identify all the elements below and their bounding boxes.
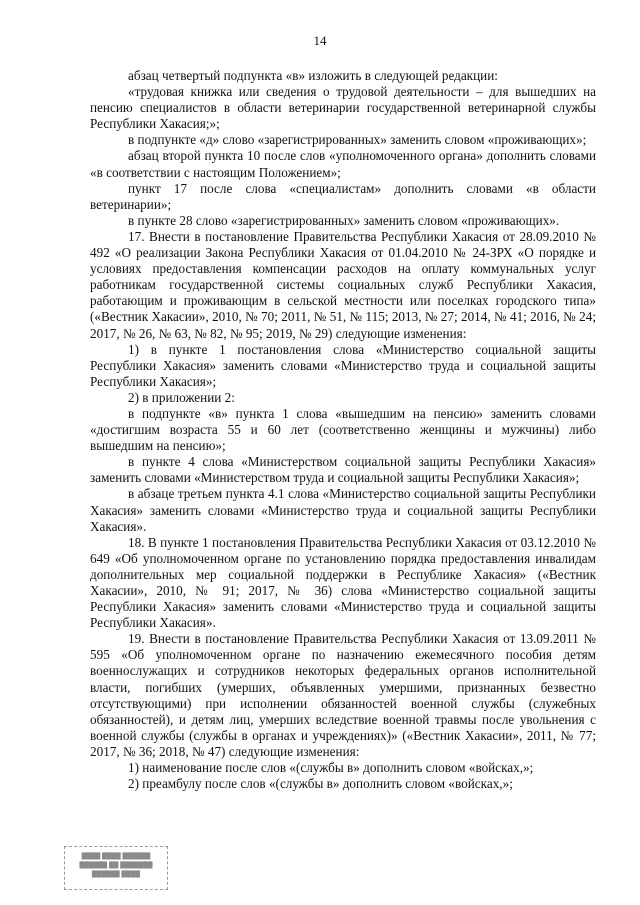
paragraph-3: в подпункте «д» слово «зарегистрированных» заменить словом «проживающих»; (128, 132, 587, 148)
registration-stamp (64, 846, 168, 890)
paragraph-17-sub-1: 1) в пункте 1 постановления слова «Министерство социальной защиты Республики Хакасия» заменить словами «Министерство труда и социальной защиты Республики Хакасия»; (90, 341, 596, 389)
page-number: 14 (313, 33, 327, 48)
document-body (90, 68, 596, 792)
paragraph-5: пункт 17 после слова «специалистам» дополнить словами «в области ветеринарии»; (90, 180, 596, 212)
paragraph-6: в пункте 28 слово «зарегистрированных» заменить словом «проживающих». (128, 212, 560, 228)
paragraph-17-sub-2c: в абзаце третьем пункта 4.1 слова «Министерство социальной защиты Республики Хакасия» заменить словами «Министерство труда и социальной защиты Республики Хакасия». (90, 486, 596, 534)
paragraph-19-sub-2: 2) преамбулу после слов «(службы в» дополнить словом «войсках,»; (128, 776, 513, 792)
paragraph-2: «трудовая книжка или сведения о трудовой деятельности – для вышедших на пенсию специалистов в области ветеринарии государственной ветеринарной службы Республики Хакасия;»; (90, 84, 596, 132)
paragraph-19-sub-1: 1) наименование после слов «(службы в» дополнить словом «войсках,»; (128, 760, 534, 776)
paragraph-1: абзац четвертый подпункта «в» изложить в следующей редакции: (128, 68, 498, 83)
paragraph-item-19: 19. Внести в постановление Правительства Республики Хакасия от 13.09.2011 № 595 «Об уполномоченном органе по назначению ежемесячного пособия детям военнослужащих и сотрудников некоторых федеральных органов исполнительной власти, погибших (умерших, объявленных умершими, признанных безвестно отсутствующими) при исполнении обязанностей военной службы (служебных обязанностей), и детям лиц, умерших вследствие военной травмы после увольнения с военной службы (службы в органах и учреждениях)» («Вестник Хакасии», 2011, № 77; 2017, № 36; 2018, № 47) следующие изменения: (90, 631, 596, 759)
paragraph-17-sub-2b: в пункте 4 слова «Министерством социальной защиты Республики Хакасия» заменить словами «Министерством труда и социальной защиты Республики Хакасия»; (90, 454, 596, 486)
paragraph-17-sub-2: 2) в приложении 2: (128, 389, 235, 405)
stamp-line: ██████ ████ (91, 871, 141, 878)
paragraph-4: абзац второй пункта 10 после слов «уполномоченного органа» дополнить словами «в соответствии с настоящим Положением»; (90, 148, 596, 180)
paragraph-17-sub-2a: в подпункте «в» пункта 1 слова «вышедшим на пенсию» заменить словами «достигшим возраста 55 и 60 лет (соответственно женщины и мужчины) либо вышедшим на пенсию»; (90, 405, 596, 454)
paragraph-item-18: 18. В пункте 1 постановления Правительства Республики Хакасия от 03.12.2010 № 649 «Об уполномоченном органе по установлению порядка предоставления инвалидам дополнительных мер социальной поддержки в Республике Хакасия» («Вестник Хакасии», 2010, № 91; 2017, № 36) слова «Министерство социальной защиты Республики Хакасия» заменить словами «Министерство труда и социальной защиты Республики Хакасия». (90, 534, 596, 631)
stamp-line: ████ ████ ██████ (81, 853, 151, 860)
stamp-line: ██████ ██ ███████ (79, 862, 153, 869)
paragraph-item-17: 17. Внести в постановление Правительства Республики Хакасия от 28.09.2010 № 492 «О реализации Закона Республики Хакасия от 01.04.2010 № 24-ЗРХ «О порядке и условиях предоставления компенсации расходов на оплату коммунальных услуг работникам государственной системы социальных служб Республики Хакасия, работающим и проживающим в сельской местности или поселках городского типа» («Вестник Хакасии», 2010, № 70; 2011, № 51, № 115; 2013, № 27; 2014, № 41; 2016, № 24; 2017, № 26, № 63, № 82, № 95; 2019, № 29) следующие изменения: (90, 228, 596, 341)
